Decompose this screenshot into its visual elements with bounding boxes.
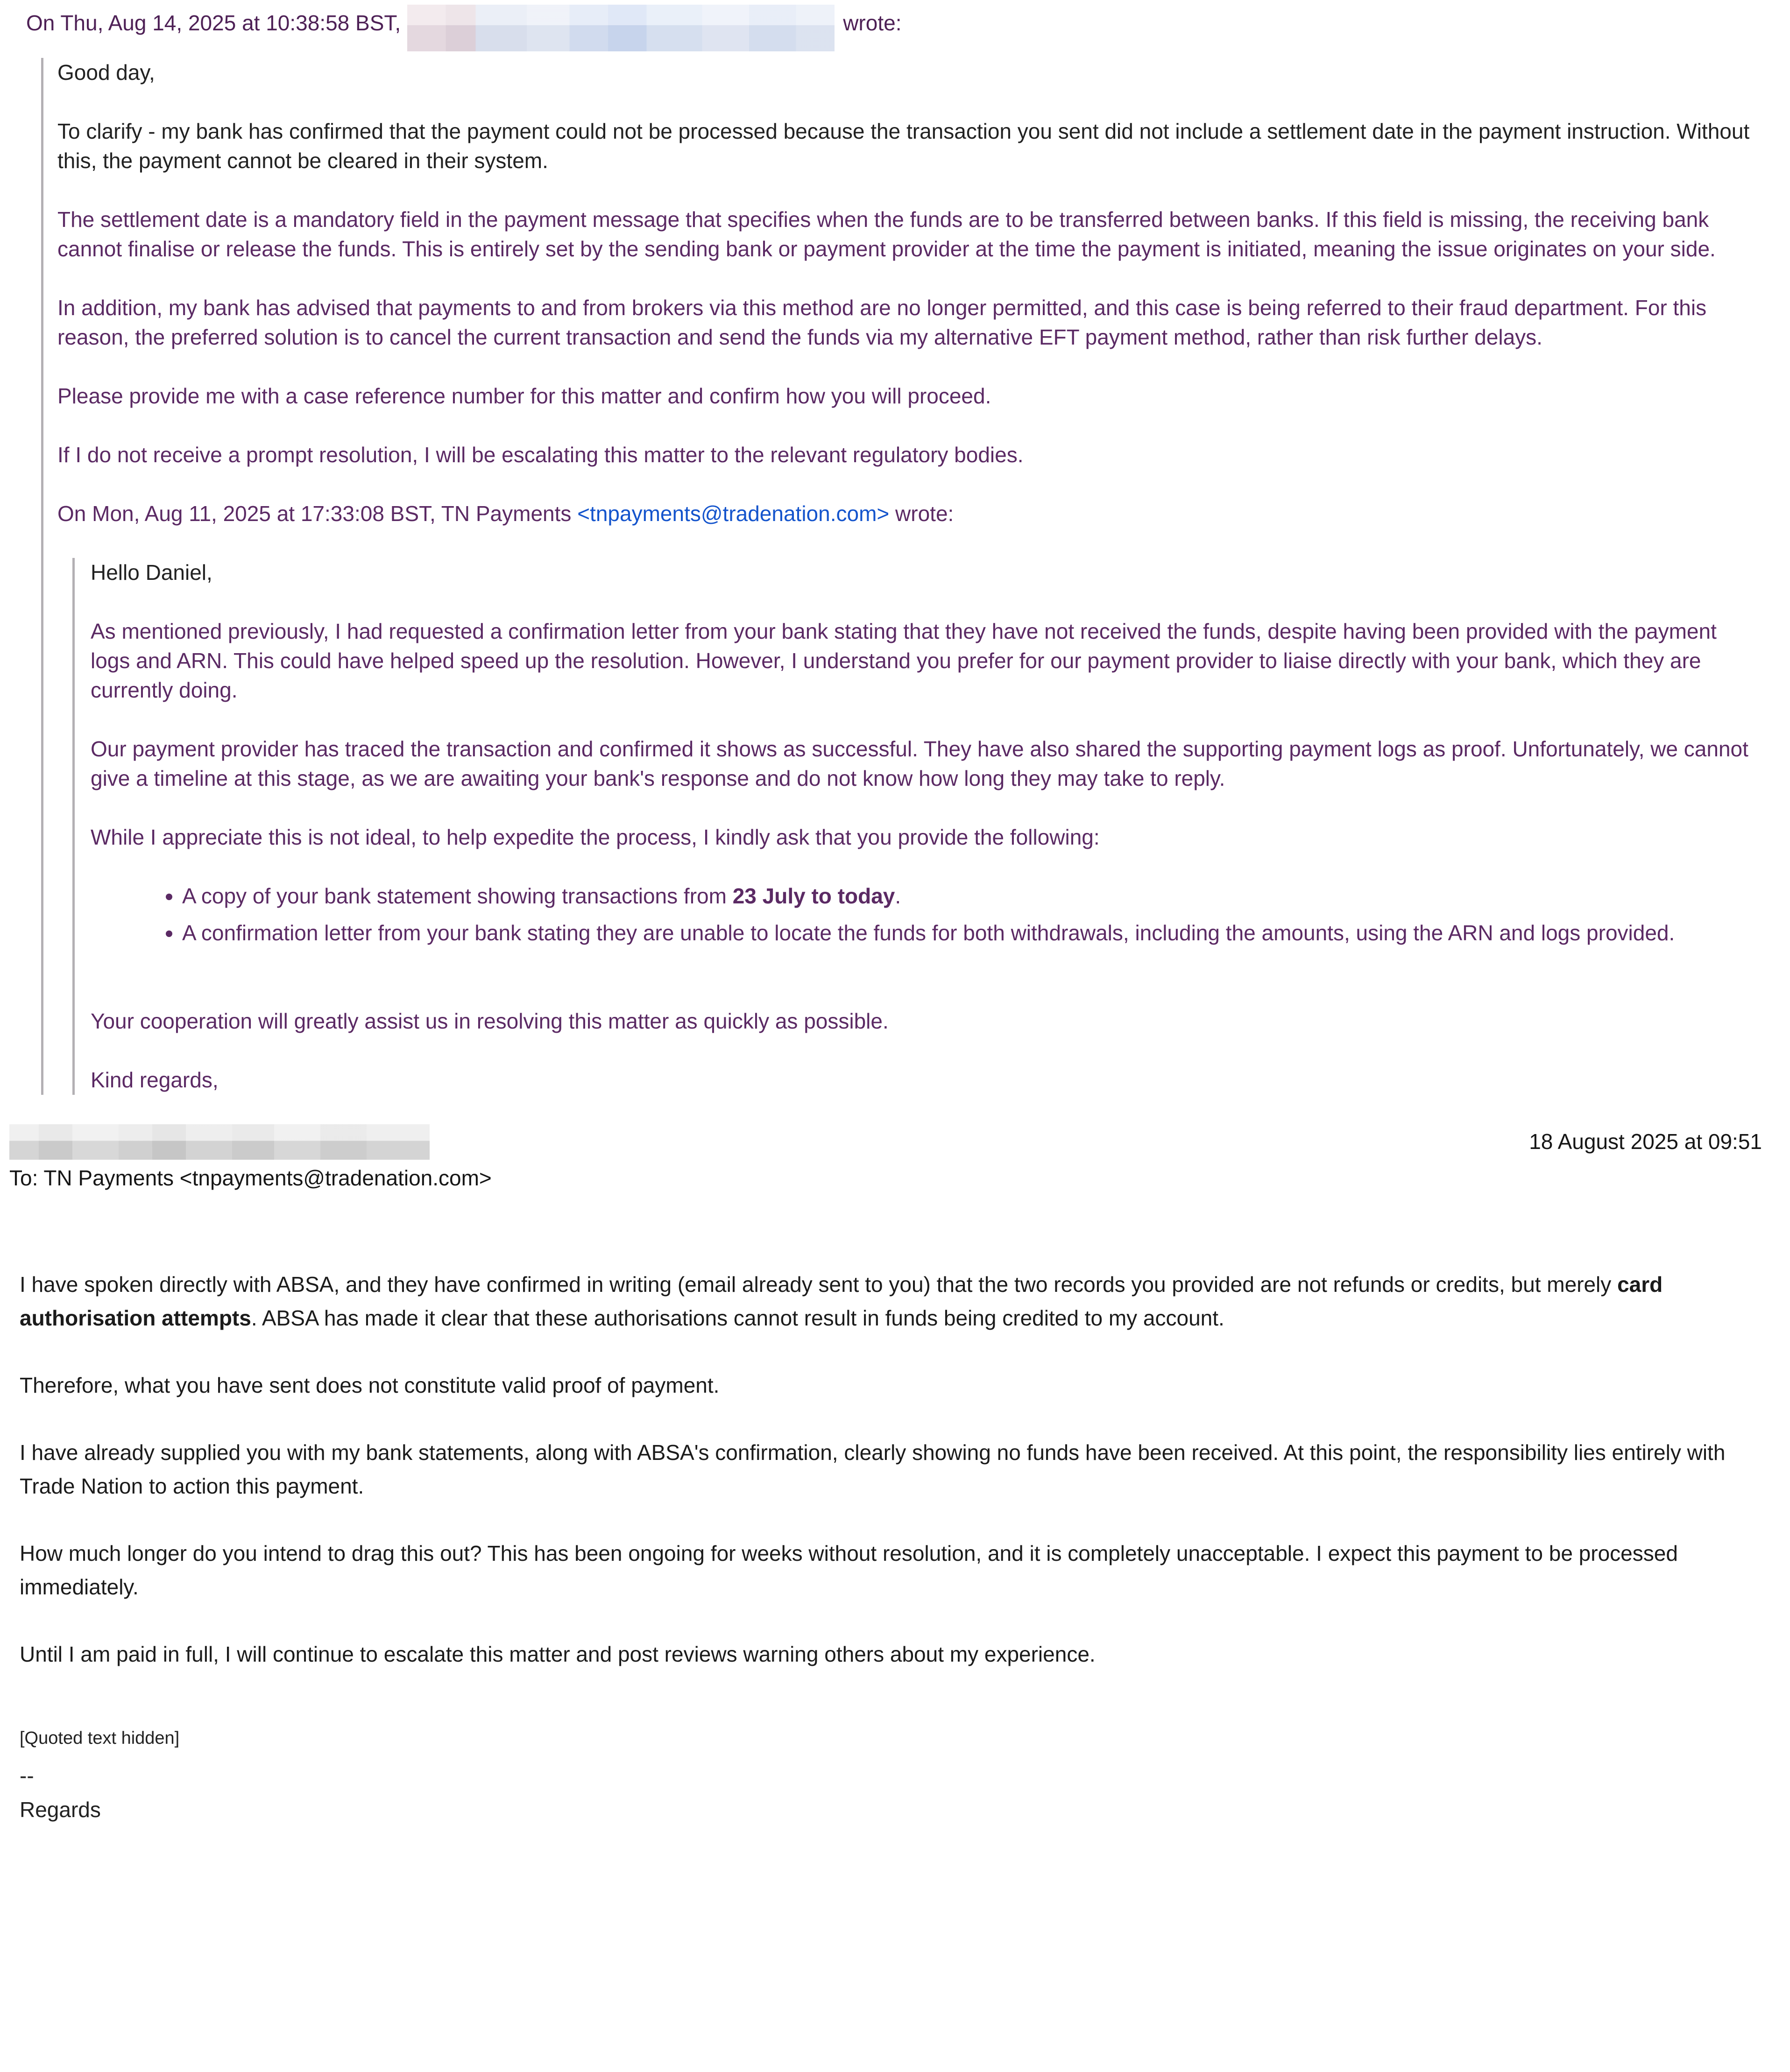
para-absa-confirmed [20, 1268, 1762, 1335]
greeting-good-day: Good day, [57, 60, 155, 85]
para-expedite-request: While I appreciate this is not ideal, to help expedite the process, I kindly ask that you provide the following: [91, 825, 1100, 849]
signoff-regards: Regards [20, 1797, 101, 1822]
quote-header-aug11-suffix: wrote: [895, 501, 954, 526]
quote-header-aug14-suffix: wrote: [843, 11, 902, 35]
message-date: 18 August 2025 at 09:51 [1529, 1129, 1762, 1154]
tnpayments-email-link[interactable]: <tnpayments@tradenation.com> [577, 501, 890, 526]
quote-header-aug14 [26, 5, 1762, 51]
quote-header-aug14-prefix: On Thu, Aug 14, 2025 at 10:38:58 BST, [26, 11, 401, 35]
redacted-sender-email [407, 5, 835, 51]
para-case-reference: Please provide me with a case reference number for this matter and confirm how you will proceed. [57, 384, 991, 408]
para-escalate-regulators: If I do not receive a prompt resolution, I will be escalating this matter to the relevant regulatory bodies. [57, 443, 1024, 467]
signature-separator: -- [20, 1763, 34, 1788]
para-not-valid-proof: Therefore, what you have sent does not constitute valid proof of payment. [20, 1373, 720, 1397]
para-how-much-longer: How much longer do you intend to drag this out? This has been ongoing for weeks without resolution, and it is completely unacceptable. I expect this payment to be processed immediately. [20, 1541, 1678, 1599]
quote-level-2 [72, 558, 1762, 1095]
quote-level-1 [41, 58, 1762, 1095]
bullet1-bold-dates: 23 July to today [732, 884, 895, 908]
para-clarify: To clarify - my bank has confirmed that the payment could not be processed because the transaction you sent did not include a settlement date in the payment instruction. Without this, the payment cannot be cleared in their system. [57, 119, 1750, 173]
para-in-addition: In addition, my bank has advised that payments to and from brokers via this method are no longer permitted, and this case is being referred to their fraud department. For this reason, the preferred solution is to cancel the current transaction and send the funds via my alternative EFT payment method, rather than risk further delays. [57, 296, 1707, 349]
para-already-supplied: I have already supplied you with my bank statements, along with ABSA's confirmation, clearly showing no funds have been received. At this point, the responsibility lies entirely with Trade Nation to action this payment. [20, 1440, 1726, 1498]
list-item-bank-statement [182, 881, 1762, 911]
bullet1-period: . [895, 884, 901, 908]
para-cooperation: Your cooperation will greatly assist us in resolving this matter as quickly as possible. [91, 1009, 889, 1033]
para-absa-bold: card authorisation attempts [20, 1272, 1663, 1330]
para-settlement-date: The settlement date is a mandatory field in the payment message that specifies when the funds are to be transferred between banks. If this field is missing, the receiving bank cannot finalise or release the funds. This is entirely set by the sending bank or payment provider at the time the payment is initiated, meaning the issue originates on your side. [57, 207, 1716, 261]
para-confirmation-requested: As mentioned previously, I had requested a confirmation letter from your bank stating that they have not received the funds, despite having been provided with the payment logs and ARN. This could have helped speed up the resolution. However, I understand you prefer for our payment provider to liaise directly with your bank, which they are currently doing. [91, 619, 1717, 702]
redacted-sender-name [9, 1124, 430, 1160]
quote-header-aug11 [57, 499, 1762, 529]
para-absa-post: . ABSA has made it clear that these authorisations cannot result in funds being credited to my account. [251, 1306, 1224, 1330]
greeting-hello-daniel: Hello Daniel, [91, 560, 212, 585]
bullet1-text: A copy of your bank statement showing transactions from [182, 884, 733, 908]
quoted-text-hidden-label: [Quoted text hidden] [20, 1728, 180, 1748]
quote-header-aug11-prefix: On Mon, Aug 11, 2025 at 17:33:08 BST, TN Payments [57, 501, 572, 526]
requested-documents-list [91, 881, 1762, 948]
to-recipient-line: To: TN Payments <tnpayments@tradenation.com> [9, 1166, 492, 1190]
list-item-confirmation-letter: • A confirmation letter from your bank stating they are unable to locate the funds for both withdrawals, including the amounts, using the ARN and logs provided. [182, 918, 1762, 948]
para-provider-traced: Our payment provider has traced the transaction and confirmed it shows as successful. They have also shared the supporting payment logs as proof. Unfortunately, we cannot give a timeline at this stage, as we are awaiting your bank's response and do not know how long they may take to reply. [91, 737, 1748, 790]
para-until-paid: Until I am paid in full, I will continue to escalate this matter and post reviews warning others about my experience. [20, 1642, 1096, 1666]
quoted-thread [9, 5, 1762, 1095]
para-absa-pre: I have spoken directly with ABSA, and they have confirmed in writing (email already sent to you) that the two records you provided are not refunds or credits, but merely [20, 1272, 1618, 1297]
message-meta-row [9, 1124, 1762, 1160]
message-body [20, 1268, 1762, 1825]
signoff-kind-regards: Kind regards, [91, 1068, 219, 1092]
